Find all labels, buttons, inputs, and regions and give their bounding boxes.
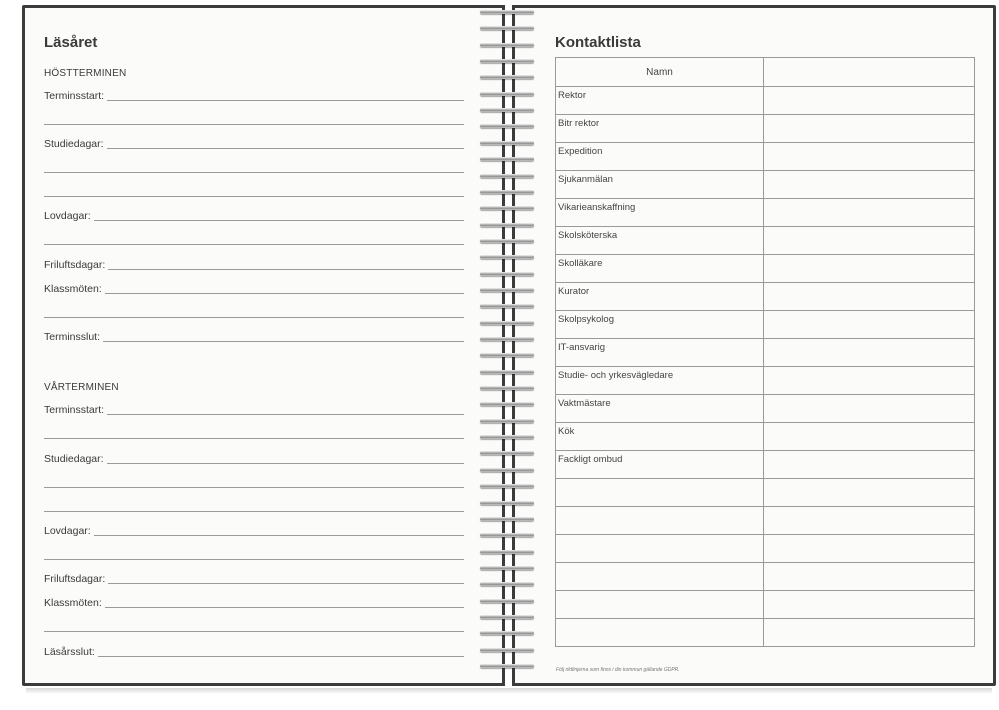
contact-value-cell bbox=[764, 423, 975, 451]
contact-value-cell bbox=[764, 227, 975, 255]
spiral-wire bbox=[480, 550, 534, 554]
form-line bbox=[44, 341, 464, 342]
spiral-ring bbox=[476, 515, 538, 524]
contact-role: Rektor bbox=[556, 87, 764, 115]
spiral-wire bbox=[480, 157, 534, 161]
spiral-wire bbox=[480, 304, 534, 308]
spiral-ring bbox=[476, 286, 538, 295]
contact-role bbox=[556, 591, 764, 619]
spiral-ring bbox=[476, 8, 538, 17]
spiral-wire bbox=[480, 321, 534, 325]
spiral-ring bbox=[476, 400, 538, 409]
table-row bbox=[556, 619, 975, 647]
contact-value-cell bbox=[764, 619, 975, 647]
form-line bbox=[44, 631, 464, 632]
spiral-wire bbox=[480, 206, 534, 210]
spiral-ring bbox=[476, 531, 538, 540]
contact-role bbox=[556, 619, 764, 647]
spiral-ring bbox=[476, 646, 538, 655]
contact-role: Kök bbox=[556, 423, 764, 451]
table-row bbox=[556, 171, 975, 199]
fall-start-label: Terminsstart: bbox=[44, 90, 107, 102]
spiral-wire bbox=[480, 124, 534, 128]
table-row bbox=[556, 563, 975, 591]
contact-value-cell bbox=[764, 591, 975, 619]
contact-value-cell bbox=[764, 451, 975, 479]
form-line bbox=[44, 463, 464, 464]
contact-role bbox=[556, 479, 764, 507]
contact-role: Bitr rektor bbox=[556, 115, 764, 143]
spiral-ring bbox=[476, 433, 538, 442]
spiral-wire bbox=[480, 75, 534, 79]
spiral-wire bbox=[480, 648, 534, 652]
spiral-ring bbox=[476, 629, 538, 638]
fall-holidays-label: Lovdagar: bbox=[44, 210, 94, 222]
contact-value-cell bbox=[764, 535, 975, 563]
contact-value-cell bbox=[764, 395, 975, 423]
spiral-wire bbox=[480, 174, 534, 178]
table-row bbox=[556, 339, 975, 367]
page-title: Kontaktlista bbox=[555, 34, 641, 51]
contact-value-cell bbox=[764, 367, 975, 395]
form-line bbox=[44, 559, 464, 560]
table-row bbox=[556, 283, 975, 311]
table-row bbox=[556, 367, 975, 395]
spiral-ring bbox=[476, 580, 538, 589]
contact-value-cell bbox=[764, 507, 975, 535]
spiral-ring bbox=[476, 106, 538, 115]
fall-outdoor-days-label: Friluftsdagar: bbox=[44, 259, 108, 271]
spiral-wire bbox=[480, 59, 534, 63]
spiral-wire bbox=[480, 501, 534, 505]
spiral-wire bbox=[480, 43, 534, 47]
spiral-ring bbox=[476, 384, 538, 393]
spiral-ring bbox=[476, 302, 538, 311]
spring-start-label: Terminsstart: bbox=[44, 404, 107, 416]
spiral-ring bbox=[476, 73, 538, 82]
fall-term-heading: HÖSTTERMINEN bbox=[44, 68, 127, 79]
spiral-ring bbox=[476, 24, 538, 33]
spiral-wire bbox=[480, 108, 534, 112]
spiral-wire bbox=[480, 402, 534, 406]
form-line bbox=[44, 487, 464, 488]
spiral-wire bbox=[480, 353, 534, 357]
table-row bbox=[556, 535, 975, 563]
table-row bbox=[556, 87, 975, 115]
contact-role: Fackligt ombud bbox=[556, 451, 764, 479]
form-line bbox=[44, 172, 464, 173]
school-year-end-label: Läsårsslut: bbox=[44, 646, 98, 658]
spiral-wire bbox=[480, 92, 534, 96]
form-line bbox=[44, 535, 464, 536]
table-row bbox=[556, 115, 975, 143]
contact-table bbox=[555, 57, 975, 647]
spiral-ring bbox=[476, 449, 538, 458]
spiral-wire bbox=[480, 272, 534, 276]
spiral-wire bbox=[480, 435, 534, 439]
spiral-ring bbox=[476, 139, 538, 148]
spiral-wire bbox=[480, 468, 534, 472]
gdpr-footnote: Följ riktlinjerna som finns i din kommun gällande GDPR. bbox=[556, 667, 680, 673]
spiral-ring bbox=[476, 368, 538, 377]
spiral-ring bbox=[476, 188, 538, 197]
spiral-ring bbox=[476, 204, 538, 213]
spiral-ring bbox=[476, 351, 538, 360]
form-line bbox=[44, 148, 464, 149]
contact-role: Vaktmästare bbox=[556, 395, 764, 423]
table-header-row bbox=[556, 58, 975, 87]
spiral-wire bbox=[480, 288, 534, 292]
book-shadow bbox=[26, 688, 992, 694]
contact-role bbox=[556, 507, 764, 535]
spiral-ring bbox=[476, 335, 538, 344]
spiral-ring bbox=[476, 155, 538, 164]
spiral-wire bbox=[480, 566, 534, 570]
contact-role: Skolläkare bbox=[556, 255, 764, 283]
spring-outdoor-days-label: Friluftsdagar: bbox=[44, 573, 108, 585]
spiral-binding bbox=[476, 8, 538, 680]
right-page bbox=[512, 5, 996, 686]
contact-value-cell bbox=[764, 479, 975, 507]
spiral-ring bbox=[476, 499, 538, 508]
spiral-wire bbox=[480, 599, 534, 603]
spiral-ring bbox=[476, 482, 538, 491]
form-line bbox=[44, 124, 464, 125]
contact-role: Studie- och yrkesvägledare bbox=[556, 367, 764, 395]
spiral-wire bbox=[480, 255, 534, 259]
contact-value-cell bbox=[764, 87, 975, 115]
form-line bbox=[44, 607, 464, 608]
spiral-wire bbox=[480, 190, 534, 194]
fall-study-days-label: Studiedagar: bbox=[44, 138, 107, 150]
spiral-ring bbox=[476, 564, 538, 573]
contact-role: Expedition bbox=[556, 143, 764, 171]
table-row bbox=[556, 395, 975, 423]
spiral-ring bbox=[476, 90, 538, 99]
contact-role bbox=[556, 535, 764, 563]
contact-value-cell bbox=[764, 339, 975, 367]
form-line bbox=[44, 220, 464, 221]
spiral-ring bbox=[476, 662, 538, 671]
spiral-wire bbox=[480, 370, 534, 374]
contact-role: Vikarieanskaffning bbox=[556, 199, 764, 227]
left-page bbox=[22, 5, 505, 686]
form-line bbox=[44, 196, 464, 197]
spiral-wire bbox=[480, 337, 534, 341]
spiral-ring bbox=[476, 319, 538, 328]
contact-value-cell bbox=[764, 171, 975, 199]
spiral-ring bbox=[476, 253, 538, 262]
table-row bbox=[556, 451, 975, 479]
contact-role: Skolpsykolog bbox=[556, 311, 764, 339]
contact-role: IT-ansvarig bbox=[556, 339, 764, 367]
spiral-wire bbox=[480, 141, 534, 145]
contact-value-cell bbox=[764, 283, 975, 311]
spiral-wire bbox=[480, 10, 534, 14]
column-header-name: Namn bbox=[556, 58, 764, 87]
spiral-wire bbox=[480, 26, 534, 30]
spiral-ring bbox=[476, 57, 538, 66]
page-title: Läsåret bbox=[44, 34, 98, 51]
table-row bbox=[556, 591, 975, 619]
spiral-wire bbox=[480, 239, 534, 243]
fall-class-meetings-label: Klassmöten: bbox=[44, 283, 105, 295]
contact-role: Sjukanmälan bbox=[556, 171, 764, 199]
form-line bbox=[44, 317, 464, 318]
spiral-wire bbox=[480, 419, 534, 423]
table-row bbox=[556, 423, 975, 451]
spiral-wire bbox=[480, 386, 534, 390]
spiral-wire bbox=[480, 533, 534, 537]
spiral-ring bbox=[476, 613, 538, 622]
table-row bbox=[556, 143, 975, 171]
spiral-ring bbox=[476, 172, 538, 181]
table-row bbox=[556, 479, 975, 507]
form-line bbox=[44, 511, 464, 512]
contact-value-cell bbox=[764, 199, 975, 227]
table-row bbox=[556, 255, 975, 283]
form-line bbox=[44, 293, 464, 294]
spiral-wire bbox=[480, 582, 534, 586]
table-row bbox=[556, 227, 975, 255]
contact-value-cell bbox=[764, 115, 975, 143]
spiral-ring bbox=[476, 466, 538, 475]
spiral-wire bbox=[480, 451, 534, 455]
column-header-contact bbox=[764, 58, 975, 87]
table-row bbox=[556, 199, 975, 227]
contact-role: Kurator bbox=[556, 283, 764, 311]
spiral-ring bbox=[476, 548, 538, 557]
contact-value-cell bbox=[764, 255, 975, 283]
spiral-wire bbox=[480, 223, 534, 227]
spring-holidays-label: Lovdagar: bbox=[44, 525, 94, 537]
contact-role: Skolsköterska bbox=[556, 227, 764, 255]
spiral-ring bbox=[476, 597, 538, 606]
fall-end-label: Terminsslut: bbox=[44, 331, 103, 343]
spiral-wire bbox=[480, 631, 534, 635]
spiral-ring bbox=[476, 417, 538, 426]
spring-class-meetings-label: Klassmöten: bbox=[44, 597, 105, 609]
contact-value-cell bbox=[764, 563, 975, 591]
spiral-wire bbox=[480, 517, 534, 521]
spiral-wire bbox=[480, 664, 534, 668]
spiral-wire bbox=[480, 484, 534, 488]
spiral-ring bbox=[476, 237, 538, 246]
spiral-ring bbox=[476, 41, 538, 50]
form-line bbox=[44, 656, 464, 657]
spring-term-heading: VÅRTERMINEN bbox=[44, 382, 119, 393]
spiral-ring bbox=[476, 270, 538, 279]
contact-role bbox=[556, 563, 764, 591]
spiral-wire bbox=[480, 615, 534, 619]
table-row bbox=[556, 507, 975, 535]
form-line bbox=[44, 438, 464, 439]
spring-study-days-label: Studiedagar: bbox=[44, 453, 107, 465]
contact-value-cell bbox=[764, 143, 975, 171]
contact-value-cell bbox=[764, 311, 975, 339]
table-row bbox=[556, 311, 975, 339]
spiral-ring bbox=[476, 221, 538, 230]
spiral-ring bbox=[476, 122, 538, 131]
form-line bbox=[44, 244, 464, 245]
